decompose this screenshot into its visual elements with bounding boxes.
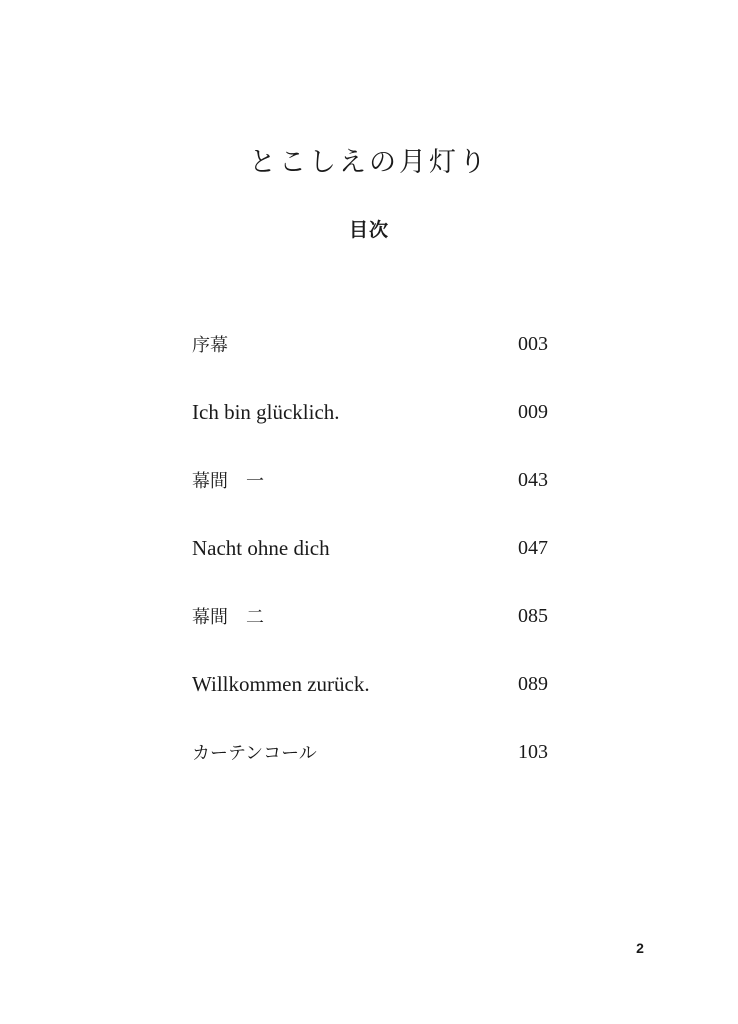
toc-entry-page: 085	[518, 604, 548, 627]
toc-entry-title: Ich bin glücklich.	[192, 399, 340, 424]
toc-heading: 目次	[348, 219, 389, 241]
toc-entry	[192, 582, 548, 650]
toc-entry-title: 幕間 二	[192, 607, 264, 628]
toc-entry	[192, 446, 548, 514]
toc-entry-page: 103	[518, 740, 548, 763]
toc-entry	[192, 650, 548, 718]
toc-entry-title: Nacht ohne dich	[192, 535, 330, 560]
toc-entry-page: 003	[518, 332, 548, 355]
toc-entry-page: 047	[518, 536, 548, 559]
toc-entry-title: Willkommen zurück.	[192, 671, 370, 696]
toc-entry-page: 089	[518, 672, 548, 695]
toc-entry-title: 序幕	[192, 335, 228, 356]
toc-entry	[192, 514, 548, 582]
toc-entry-page: 009	[518, 400, 548, 423]
toc-entry-title: カーテンコール	[192, 743, 317, 764]
page-number: 2	[636, 940, 644, 956]
book-title: とこしえの月灯り	[249, 147, 489, 178]
toc-entry-title: 幕間 一	[192, 471, 264, 492]
table-of-contents	[192, 310, 548, 786]
toc-entry	[192, 718, 548, 786]
toc-entry	[192, 378, 548, 446]
toc-entry	[192, 310, 548, 378]
toc-entry-page: 043	[518, 468, 548, 491]
